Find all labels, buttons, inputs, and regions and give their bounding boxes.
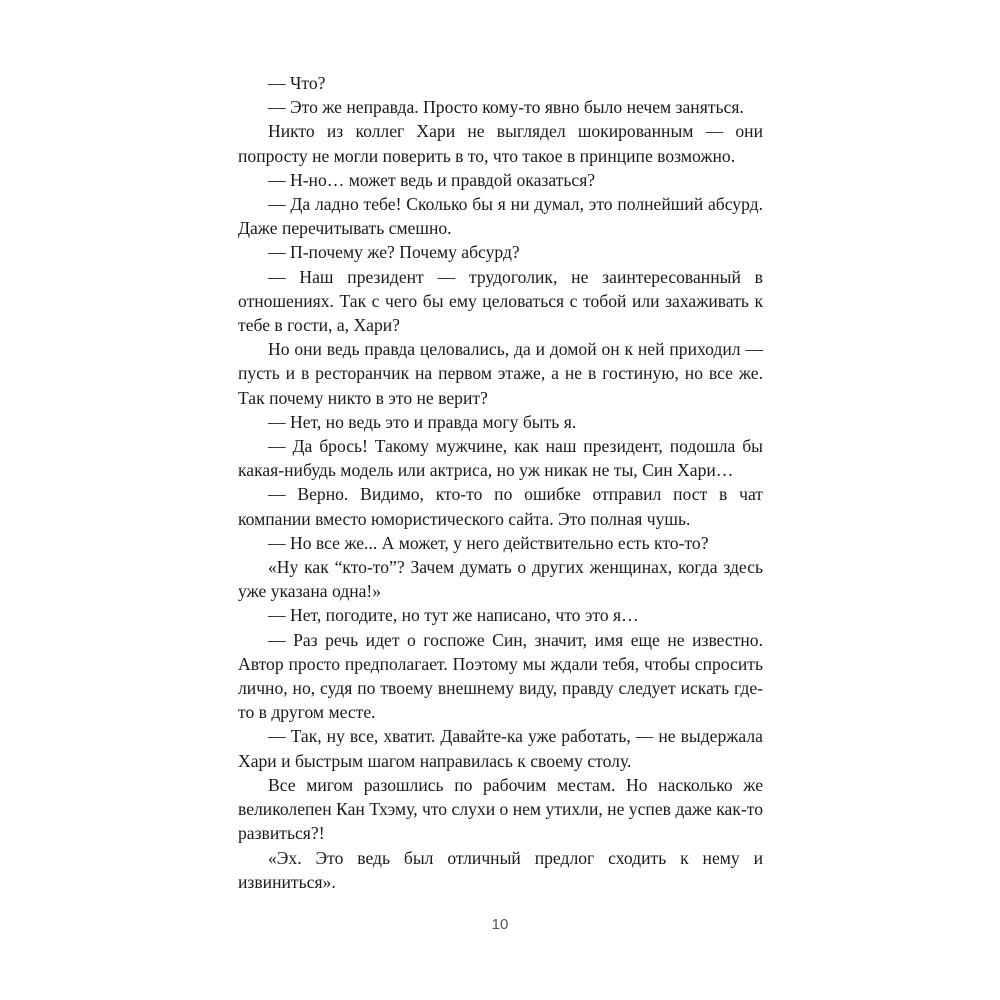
paragraph: Но они ведь правда целовались, да и домой он к ней приходил — пусть и в ресторанчик на первом этаже, а не в гостиную, но все же. Так почему никто в это не верит? — [238, 339, 763, 408]
paragraph: — Так, ну все, хватит. Давайте-ка уже работать, — не выдержала Хари и быстрым шагом направилась к своему столу. — [238, 726, 763, 771]
paragraph: Все мигом разошлись по рабочим местам. Но насколько же великолепен Кан Тхэму, что слухи о нем утихли, не успев даже как-то развиться?! — [238, 774, 763, 844]
paragraph: — Раз речь идет о госпоже Син, значит, имя еще не известно. Автор просто предполагает. Поэтому мы ждали тебя, чтобы спросить лично, но, судя по твоему внешнему виду, правду следует искать где-то в другом месте. — [238, 629, 763, 723]
paragraph: — П-почему же? Почему абсурд? — [268, 242, 520, 263]
paragraph: — Да брось! Такому мужчине, как наш президент, подошла бы какая-нибудь модель или актриса, но уж никак не ты, Син Хари… — [238, 436, 763, 481]
paragraph: — Наш президент — трудоголик, не заинтересованный в отношениях. Так с чего бы ему целоваться с тобой или захаживать к тебе в гости, а, Хари? — [238, 266, 763, 336]
page-number: 10 — [491, 916, 509, 933]
paragraph: — Н-но… может ведь и правдой оказаться? — [268, 169, 596, 190]
body-text — [238, 71, 763, 894]
paragraph: — Нет, но ведь это и правда могу быть я. — [268, 411, 577, 432]
paragraph: — Верно. Видимо, кто-то по ошибке отправил пост в чат компании вместо юмористического сайта. Это полная чушь. — [238, 484, 763, 529]
paragraph: — Что? — [268, 73, 326, 93]
paragraph: «Эх. Это ведь был отличный предлог сходить к нему и извиниться». — [238, 847, 763, 892]
paragraph: — Нет, погодите, но тут же написано, что это я… — [268, 605, 639, 626]
paragraph: — Это же неправда. Просто кому-то явно было нечем заняться. — [268, 97, 744, 118]
paragraph: — Но все же... А может, у него действительно есть кто-то? — [268, 532, 709, 553]
paragraph: «Ну как “кто-то”? Зачем думать о других женщинах, когда здесь уже указана одна!» — [238, 557, 763, 602]
paragraph: — Да ладно тебе! Сколько бы я ни думал, это полнейший абсурд. Даже перечитывать смешно. — [238, 194, 763, 239]
paragraph: Никто из коллег Хари не выглядел шокированным — они попросту не могли поверить в то, что такое в принципе возможно. — [238, 121, 763, 166]
